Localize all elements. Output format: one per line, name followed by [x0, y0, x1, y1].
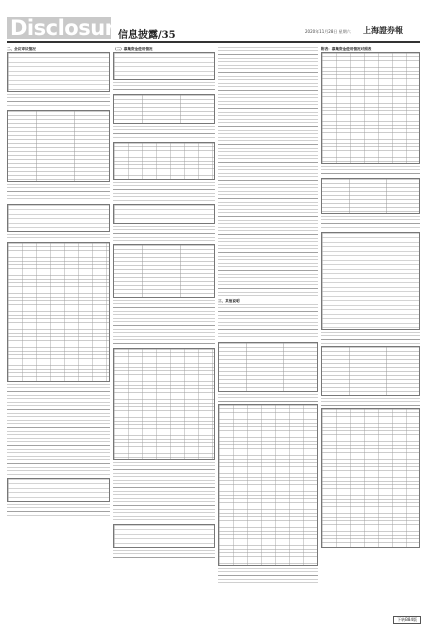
table — [113, 52, 215, 80]
body-text — [218, 304, 318, 340]
body-text — [113, 550, 215, 560]
masthead — [0, 0, 428, 44]
column-4-heading: 附表：募集资金使用情况对照表 — [321, 47, 372, 51]
disclosure-logo: Disclosure — [10, 16, 129, 40]
column-4 — [321, 47, 420, 550]
table — [7, 478, 110, 502]
body-text — [7, 94, 110, 108]
table — [113, 524, 215, 548]
body-text — [218, 568, 318, 584]
newspaper-name: 上海證券報 — [363, 25, 403, 35]
table — [321, 178, 420, 214]
body-text — [7, 184, 110, 202]
table — [7, 242, 110, 382]
table — [321, 346, 420, 396]
body-text — [113, 226, 215, 242]
body-text — [113, 82, 215, 92]
issue-date: 2020年11月28日 星期六 — [305, 29, 351, 34]
section-title: 信息披露/35 — [118, 30, 176, 41]
body-text — [321, 398, 420, 406]
header-rule — [7, 41, 420, 43]
body-text — [113, 126, 215, 140]
table — [321, 52, 420, 164]
table — [7, 52, 110, 92]
table — [7, 204, 110, 232]
body-text — [7, 384, 110, 476]
table — [321, 232, 420, 330]
body-text — [218, 394, 318, 402]
body-text — [113, 462, 215, 522]
body-text — [7, 504, 110, 516]
continued-tag: 下转B84版 — [393, 616, 421, 624]
body-text — [218, 47, 318, 297]
column-3-heading: 三、其他说明 — [218, 299, 240, 303]
body-text — [321, 166, 420, 176]
table — [218, 342, 318, 392]
body-text — [113, 182, 215, 202]
table — [113, 204, 215, 224]
column-2 — [113, 47, 215, 562]
table — [113, 348, 215, 460]
table — [218, 404, 318, 566]
table — [113, 244, 215, 298]
table — [113, 142, 215, 180]
body-text — [7, 234, 110, 240]
body-text — [321, 332, 420, 344]
column-1-heading: 二、会议审议情况 — [7, 47, 36, 51]
table — [113, 94, 215, 124]
column-3 — [218, 47, 318, 586]
body-text — [321, 216, 420, 230]
table — [7, 110, 110, 182]
body-text — [113, 300, 215, 346]
column-2-heading: （二）募集资金使用情况 — [113, 47, 153, 51]
column-1 — [7, 47, 110, 518]
table — [321, 408, 420, 548]
